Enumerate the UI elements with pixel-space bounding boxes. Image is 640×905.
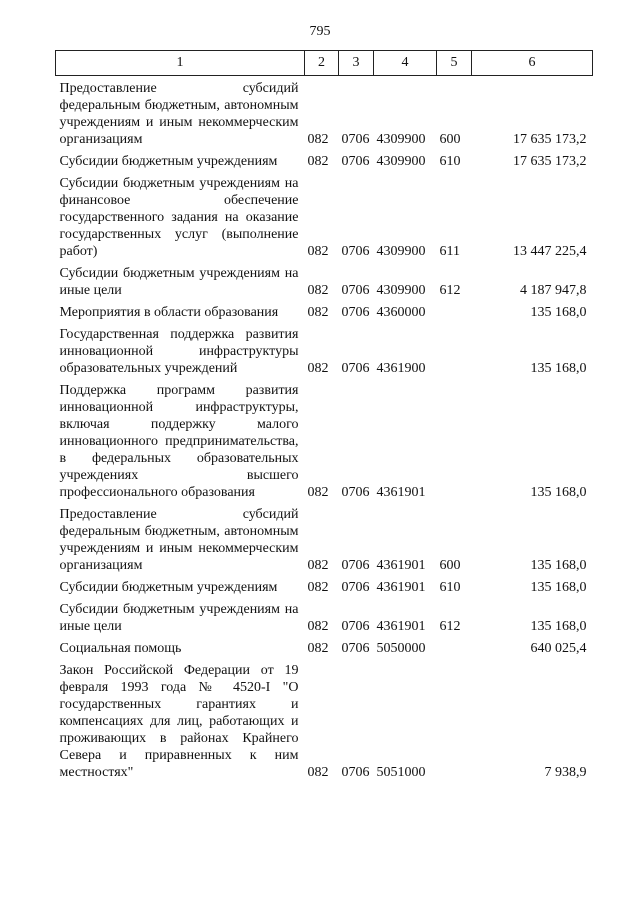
row-name: Субсидии бюджетным учреждениям на финансовое обеспечение государственного задания на оказание государственных услуг (выполнение работ) xyxy=(59,176,299,259)
row-code-2: 082 xyxy=(307,132,329,147)
table-body xyxy=(56,76,593,787)
table-row xyxy=(56,326,593,382)
row-code-3: 0706 xyxy=(341,283,370,298)
row-code-3: 0706 xyxy=(341,619,370,634)
row-amount: 135 168,0 xyxy=(530,619,587,634)
row-name: Субсидии бюджетным учреждениям xyxy=(59,154,278,169)
row-name: Предоставление субсидий федеральным бюджетным, автономным учреждениям и иным некоммерческим организациям xyxy=(59,507,299,573)
row-code-5 xyxy=(437,304,472,326)
row-code-2: 082 xyxy=(307,244,329,259)
row-code-4: 4361900 xyxy=(376,361,426,376)
row-name: Предоставление субсидий федеральным бюджетным, автономным учреждениям и иным некоммерческим организациям xyxy=(59,81,299,147)
row-amount: 4 187 947,8 xyxy=(520,283,587,298)
header-row xyxy=(56,51,593,76)
table-row xyxy=(56,382,593,506)
row-code-2: 082 xyxy=(307,765,329,780)
row-name: Субсидии бюджетным учреждениям xyxy=(59,580,278,595)
header-col-1: 1 xyxy=(56,51,305,76)
row-code-4: 4360000 xyxy=(376,305,426,320)
row-code-2: 082 xyxy=(307,305,329,320)
row-code-4: 4361901 xyxy=(376,580,426,595)
row-code-5 xyxy=(437,662,472,786)
row-code-5: 610 xyxy=(439,154,461,169)
row-code-3: 0706 xyxy=(341,485,370,500)
row-amount: 640 025,4 xyxy=(530,641,587,656)
row-code-3: 0706 xyxy=(341,361,370,376)
table-row xyxy=(56,662,593,786)
header-col-2: 2 xyxy=(305,51,339,76)
row-code-5 xyxy=(437,326,472,382)
row-code-5: 600 xyxy=(439,558,461,573)
row-code-2: 082 xyxy=(307,283,329,298)
row-code-5: 612 xyxy=(439,619,461,634)
row-code-3: 0706 xyxy=(341,641,370,656)
table-row xyxy=(56,304,593,326)
row-code-5 xyxy=(437,382,472,506)
row-name: Субсидии бюджетным учреждениям на иные цели xyxy=(59,602,299,634)
table-row xyxy=(56,265,593,304)
header-col-4: 4 xyxy=(374,51,437,76)
page-number: 795 xyxy=(309,24,331,39)
table-header xyxy=(56,51,593,76)
row-amount: 17 635 173,2 xyxy=(513,154,587,169)
row-code-4: 4309900 xyxy=(376,132,426,147)
row-amount: 135 168,0 xyxy=(530,361,587,376)
table-row xyxy=(56,579,593,601)
row-code-2: 082 xyxy=(307,361,329,376)
row-code-2: 082 xyxy=(307,641,329,656)
table-row xyxy=(56,601,593,640)
row-code-4: 4361901 xyxy=(376,619,426,634)
row-code-3: 0706 xyxy=(341,132,370,147)
row-code-5: 610 xyxy=(439,580,461,595)
table-row xyxy=(56,640,593,662)
row-code-3: 0706 xyxy=(341,765,370,780)
row-code-4: 5051000 xyxy=(376,765,426,780)
row-code-5 xyxy=(437,640,472,662)
row-name: Поддержка программ развития инновационной инфраструктуры, включая поддержку малого инновационного предпринимательства, в федеральных образовательных учреждениях высшего профессионального образования xyxy=(59,383,299,500)
row-code-2: 082 xyxy=(307,485,329,500)
row-name: Мероприятия в области образования xyxy=(59,305,279,320)
row-name: Государственная поддержка развития инновационной инфраструктуры образовательных учреждений xyxy=(59,327,299,376)
table-row xyxy=(56,76,593,154)
row-code-3: 0706 xyxy=(341,580,370,595)
row-code-3: 0706 xyxy=(341,305,370,320)
budget-table xyxy=(55,50,593,786)
row-code-4: 4309900 xyxy=(376,244,426,259)
row-code-4: 4309900 xyxy=(376,154,426,169)
row-code-4: 4361901 xyxy=(376,485,426,500)
row-code-4: 5050000 xyxy=(376,641,426,656)
row-code-2: 082 xyxy=(307,619,329,634)
row-amount: 135 168,0 xyxy=(530,305,587,320)
row-name: Закон Российской Федерации от 19 февраля 1993 года № 4520-I "О государственных гарантиях и компенсациях для лиц, работающих и проживающих в районах Крайнего Севера и приравненных к ним местностях" xyxy=(59,663,299,780)
table-row xyxy=(56,153,593,175)
row-code-4: 4361901 xyxy=(376,558,426,573)
row-amount: 135 168,0 xyxy=(530,558,587,573)
row-name: Социальная помощь xyxy=(59,641,182,656)
row-name: Субсидии бюджетным учреждениям на иные цели xyxy=(59,266,299,298)
table-row xyxy=(56,506,593,579)
row-code-5: 611 xyxy=(439,244,460,259)
row-code-2: 082 xyxy=(307,154,329,169)
header-col-5: 5 xyxy=(437,51,472,76)
row-code-5: 600 xyxy=(439,132,461,147)
row-code-3: 0706 xyxy=(341,244,370,259)
row-amount: 135 168,0 xyxy=(530,485,587,500)
row-code-2: 082 xyxy=(307,558,329,573)
row-amount: 13 447 225,4 xyxy=(513,244,587,259)
row-code-5: 612 xyxy=(439,283,461,298)
row-amount: 17 635 173,2 xyxy=(513,132,587,147)
table-row xyxy=(56,175,593,265)
header-col-6: 6 xyxy=(472,51,593,76)
row-code-3: 0706 xyxy=(341,558,370,573)
row-amount: 7 938,9 xyxy=(544,765,587,780)
row-code-4: 4309900 xyxy=(376,283,426,298)
row-code-2: 082 xyxy=(307,580,329,595)
header-col-3: 3 xyxy=(339,51,374,76)
row-amount: 135 168,0 xyxy=(530,580,587,595)
row-code-3: 0706 xyxy=(341,154,370,169)
